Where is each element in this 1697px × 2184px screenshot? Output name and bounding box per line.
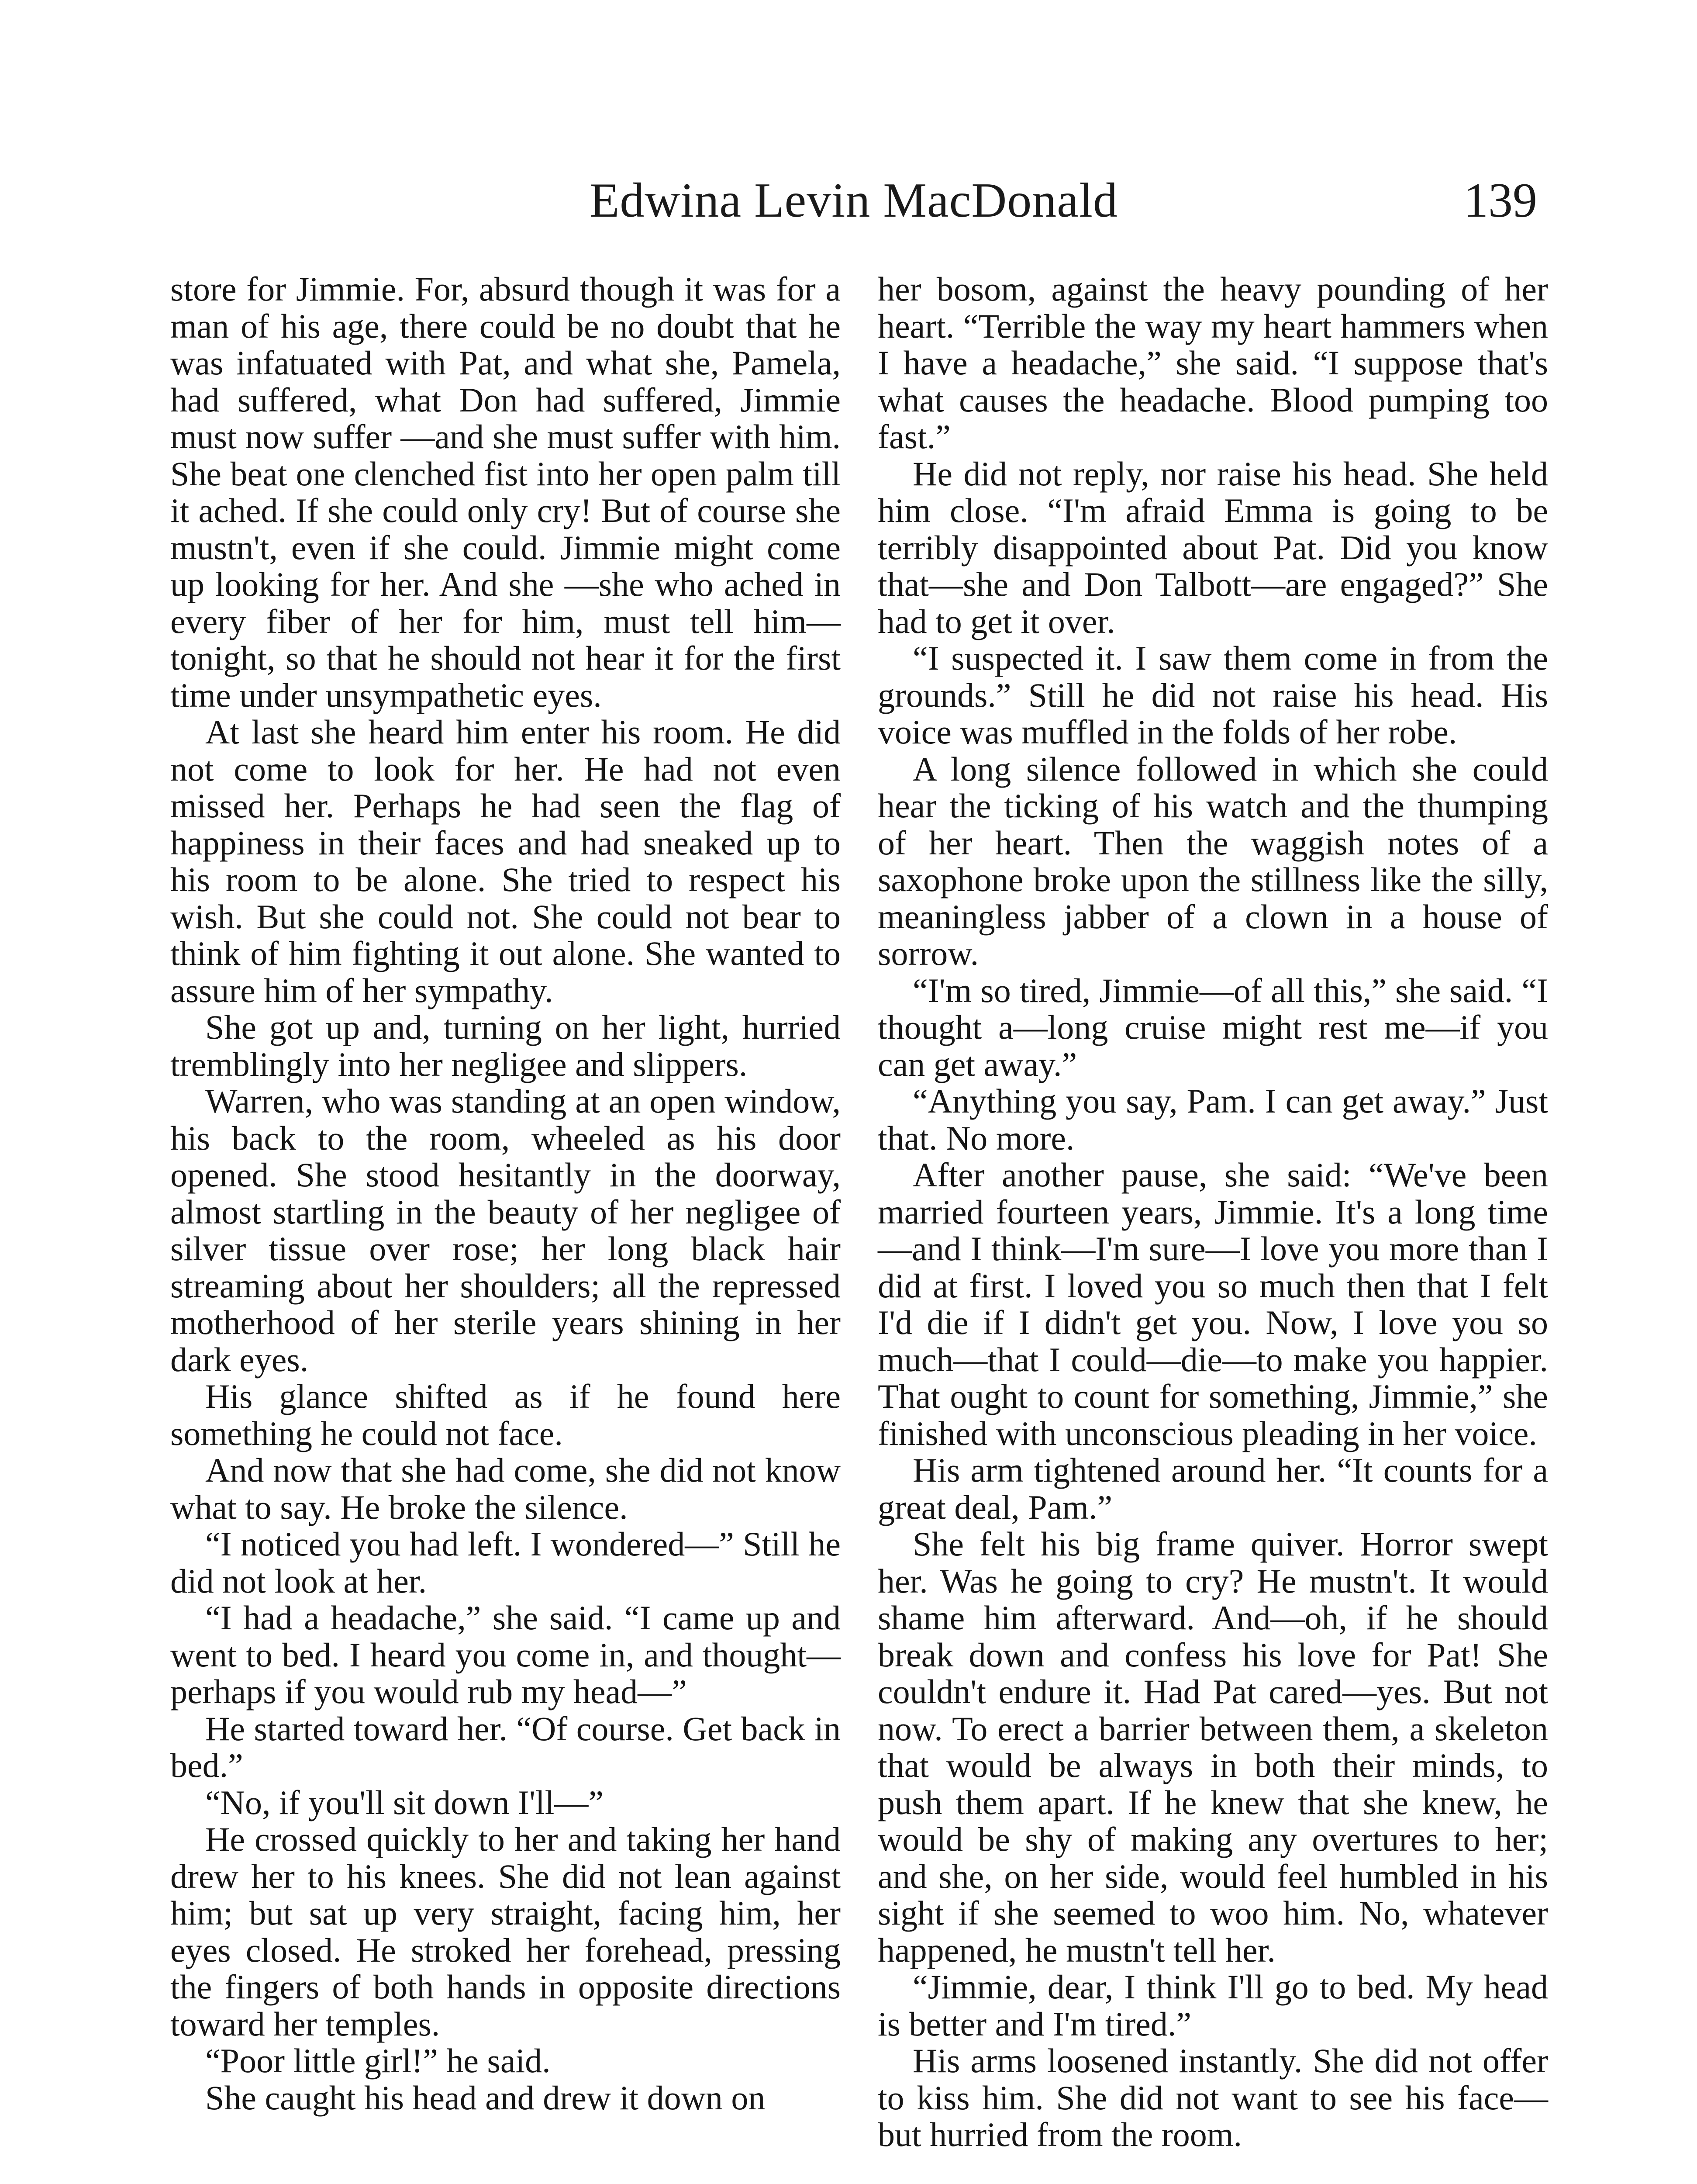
paragraph: His glance shifted as if he found here something he could not face. <box>170 1377 841 1452</box>
paragraph: Warren, who was standing at an open window, his back to the room, wheeled as his door opened. She stood hesitantly in the doorway, almost startling in the beauty of her negligee of silver tissue over rose; her long black hair streaming about her shoulders; all the repressed motherhood of her sterile years shining in her dark eyes. <box>170 1082 841 1379</box>
right-column <box>878 271 1548 2153</box>
paragraph: “Anything you say, Pam. I can get away.” Just that. No more. <box>878 1082 1548 1157</box>
paragraph: She got up and, turning on her light, hurried tremblingly into her negligee and slippers. <box>170 1008 841 1083</box>
paragraph: After another pause, she said: “We've been married fourteen years, Jimmie. It's a long time—and I think—I'm sure—I love you more than I did at first. I loved you so much then that I felt I'd die if I didn't get you. Now, I love you so much—that I could—die—to make you happier. That ought to count for something, Jimmie,” she finished with unconscious pleading in her voice. <box>878 1156 1548 1452</box>
paragraph: “I had a headache,” she said. “I came up and went to bed. I heard you come in, and thought—perhaps if you would rub my head—” <box>170 1599 841 1711</box>
paragraph: “No, if you'll sit down I'll—” <box>205 1783 604 1821</box>
paragraph: At last she heard him enter his room. He did not come to look for her. He had not even missed her. Perhaps he had seen the flag of happiness in their faces and had sneaked up to his room to be alone. She tried to respect his wish. But she could not. She could not bear to think of him fighting it out alone. She wanted to assure him of her sympathy. <box>170 713 841 1009</box>
running-head: Edwina Levin MacDonald <box>589 173 1118 228</box>
paragraph: He crossed quickly to her and taking her hand drew her to his knees. She did not lean against him; but sat up very straight, facing him, her eyes closed. He stroked her forehead, pressing the fingers of both hands in opposite directions toward her temples. <box>170 1820 841 2043</box>
paragraph: His arms loosened instantly. She did not offer to kiss him. She did not want to see his face—but hurried from the room. <box>878 2042 1548 2153</box>
page-header <box>170 173 1537 229</box>
page-number: 139 <box>1464 173 1537 228</box>
paragraph: His arm tightened around her. “It counts for a great deal, Pam.” <box>878 1451 1548 1526</box>
paragraph: She caught his head and drew it down on <box>205 2078 766 2117</box>
paragraph: He did not reply, nor raise his head. She held him close. “I'm afraid Emma is going to be terribly disappointed about Pat. Did you know that—she and Don Talbott—are engaged?” She had to get it over. <box>878 454 1548 640</box>
paragraph: “I suspected it. I saw them come in from the grounds.” Still he did not raise his head. His voice was muffled in the folds of her robe. <box>878 639 1548 751</box>
left-column <box>170 271 841 2116</box>
paragraph: “I'm so tired, Jimmie—of all this,” she said. “I thought a—long cruise might rest me—if you can get away.” <box>878 971 1548 1083</box>
paragraph: “I noticed you had left. I wondered—” Still he did not look at her. <box>170 1525 841 1600</box>
paragraph: And now that she had come, she did not know what to say. He broke the silence. <box>170 1451 841 1526</box>
paragraph: her bosom, against the heavy pounding of her heart. “Terrible the way my heart hammers when I have a headache,” she said. “I suppose that's what causes the headache. Blood pumping too fast.” <box>878 270 1548 456</box>
paragraph: “Jimmie, dear, I think I'll go to bed. My head is better and I'm tired.” <box>878 1968 1548 2043</box>
paragraph: A long silence followed in which she could hear the ticking of his watch and the thumping of her heart. Then the waggish notes of a saxophone broke upon the stillness like the silly, meaningless jabber of a clown in a house of sorrow. <box>878 750 1548 972</box>
paragraph: She felt his big frame quiver. Horror swept her. Was he going to cry? He mustn't. It would shame him afterward. And—oh, if he should break down and confess his love for Pat! She couldn't endure it. Had Pat cared—yes. But not now. To erect a barrier between them, a skeleton that would be always in both their minds, to push them apart. If he knew that she knew, he would be shy of making any overtures to her; and she, on her side, would feel humbled in his sight if she seemed to woo him. No, whatever happened, he mustn't tell her. <box>878 1525 1548 1969</box>
paragraph: He started toward her. “Of course. Get back in bed.” <box>170 1709 841 1784</box>
paragraph: “Poor little girl!” he said. <box>205 2042 551 2080</box>
paragraph: store for Jimmie. For, absurd though it was for a man of his age, there could be no doubt that he was infatuated with Pat, and what she, Pamela, had suffered, what Don had suffered, Jimmie must now suffer —and she must suffer with him. She beat one clenched fist into her open palm till it ached. If she could only cry! But of course she mustn't, even if she could. Jimmie might come up looking for her. And she —she who ached in every fiber of her for him, must tell him—tonight, so that he should not hear it for the first time under unsympathetic eyes. <box>170 270 841 714</box>
